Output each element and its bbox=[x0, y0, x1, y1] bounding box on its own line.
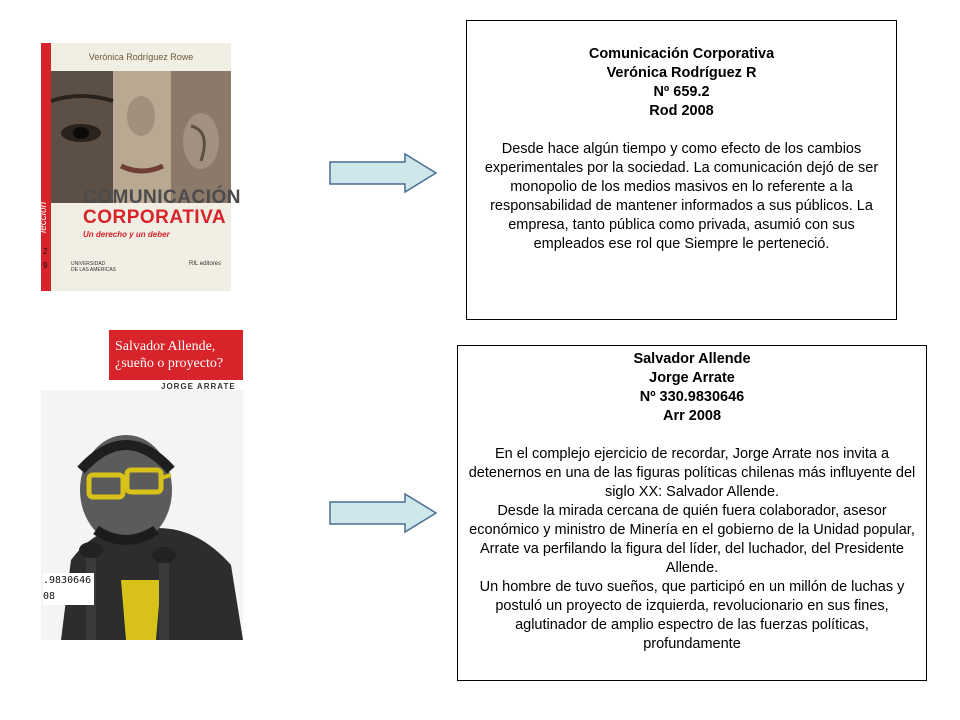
cover-title-line1: COMUNICACIÓN bbox=[83, 187, 241, 208]
right-arrow-icon bbox=[329, 153, 439, 193]
cover-title-band bbox=[109, 330, 243, 380]
spine-text: lección bbox=[38, 201, 49, 233]
entry-paragraph-2: Desde la mirada cercana de quién fuera colaborador, asesor económico y ministro de Minería en el gobierno de la Unidad popular, Arrate va perfilando la figura del líder, del luchador, del Presidente Allende. bbox=[469, 503, 915, 576]
call-number-line1: .9830646 bbox=[43, 575, 92, 586]
entry-title: Salvador Allende bbox=[633, 351, 751, 367]
cover-title-line1: Salvador Allende, bbox=[115, 339, 216, 354]
book-entry-salvador-allende bbox=[457, 345, 927, 681]
cover-subtitle: Un derecho y un deber bbox=[83, 230, 170, 239]
book-cover-comunicacion-corporativa bbox=[38, 43, 241, 291]
entry-description: Desde hace algún tiempo y como efecto de los cambios experimentales por la sociedad. La comunicación dejó de ser monopolio de los medios masivos en lo referente a la responsabilidad de mantener informados a sus públicos. La empresa, tanto pública como privada, asumió con sus empleados ese rol que Siempre le perteneció. bbox=[484, 141, 879, 252]
entry-number: Nº 659.2 bbox=[653, 84, 710, 100]
book-cover-salvador-allende bbox=[41, 330, 243, 640]
cover-faces-image bbox=[51, 71, 231, 203]
entry-title: Comunicación Corporativa bbox=[588, 46, 775, 62]
entry-number: Nº 330.9830646 bbox=[639, 389, 745, 405]
entry-code: Arr 2008 bbox=[662, 408, 722, 424]
entry-paragraph-1: En el complejo ejercicio de recordar, Jorge Arrate nos invita a detenernos en una de las figuras políticas chilenas más influyente del siglo XX: Salvador Allende. bbox=[468, 446, 916, 500]
cover-author: Verónica Rodríguez Rowe bbox=[88, 52, 194, 62]
university-logo-text: UNIVERSIDAD DE LAS AMERICAS bbox=[71, 261, 117, 273]
entry-author: Verónica Rodríguez R bbox=[606, 65, 757, 81]
cover-title-line2: CORPORATIVA bbox=[83, 207, 227, 228]
cover-title bbox=[83, 187, 241, 239]
library-marks: 2 9 bbox=[43, 247, 48, 270]
book-entry-comunicacion-corporativa bbox=[466, 20, 897, 320]
call-number-line2: 08 bbox=[43, 591, 56, 602]
publisher-logo-text: RIL editores bbox=[189, 261, 222, 267]
call-number-label bbox=[43, 573, 94, 605]
right-arrow-icon bbox=[329, 493, 439, 533]
cover-title-line2: ¿sueño o proyecto? bbox=[115, 356, 224, 371]
entry-code: Rod 2008 bbox=[649, 103, 714, 119]
right-arrow-shape bbox=[330, 154, 436, 192]
cover-author: JORGE ARRATE bbox=[161, 382, 236, 391]
entry-paragraph-3: Un hombre de tuvo sueños, que participó en un millón de luchas y postuló un proyecto de izquierda, revolucionario en sus fines, aglutinador de amplio espectro de las fuerzas políticas, profundamente bbox=[479, 579, 905, 652]
entry-author: Jorge Arrate bbox=[649, 370, 735, 386]
right-arrow-shape bbox=[330, 494, 436, 532]
